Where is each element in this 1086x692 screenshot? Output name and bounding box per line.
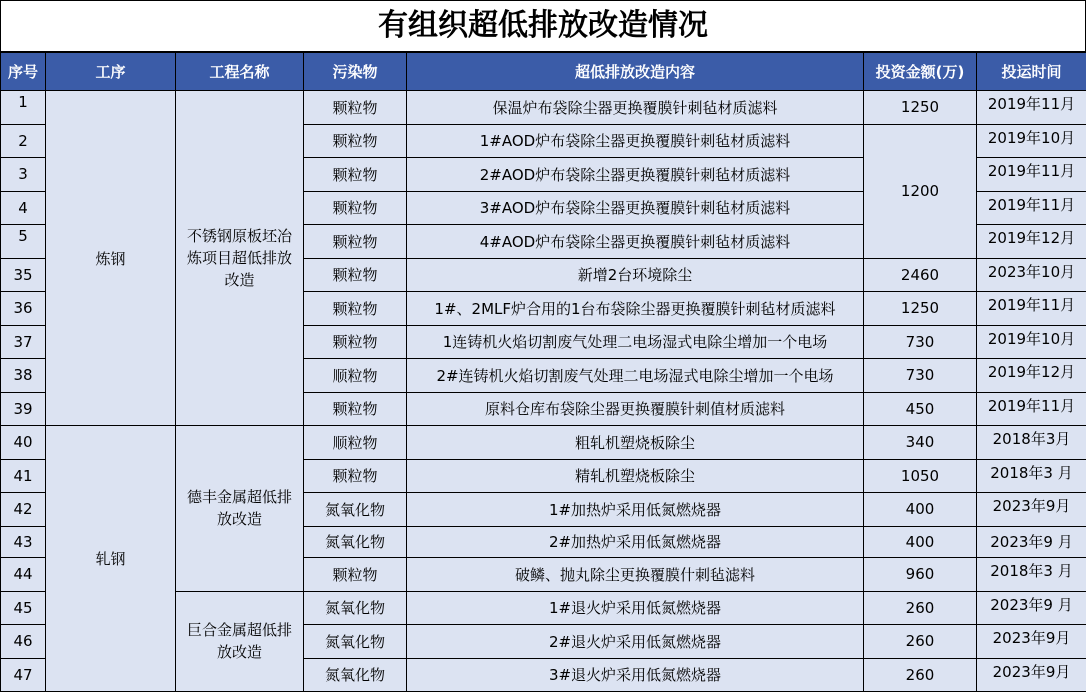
time-cell: 2018年3 月 xyxy=(977,459,1086,493)
pollutant-cell: 顺粒物 xyxy=(304,426,407,460)
time-cell: 2018年3月 xyxy=(977,426,1086,460)
pollutant-cell: 颗粒物 xyxy=(304,325,407,359)
pollutant-cell: 颗粒物 xyxy=(304,292,407,326)
investment-cell: 340 xyxy=(864,426,977,460)
pollutant-cell: 颗粒物 xyxy=(304,124,407,158)
time-cell: 2019年11月 xyxy=(977,91,1086,125)
pollutant-cell: 颗粒物 xyxy=(304,258,407,292)
time-cell: 2023年9月 xyxy=(977,625,1086,659)
content-cell: 3#AOD炉布袋除尘器更换覆膜针刺毡材质滤料 xyxy=(407,191,864,225)
investment-cell: 260 xyxy=(864,591,977,625)
content-cell: 新增2台环境除尘 xyxy=(407,258,864,292)
investment-cell: 260 xyxy=(864,625,977,659)
investment-cell: 1050 xyxy=(864,459,977,493)
content-cell: 1#退火炉采用低氮燃烧器 xyxy=(407,591,864,625)
content-cell: 保温炉布袋除尘器更换覆膜针刺毡材质滤料 xyxy=(407,91,864,125)
header-process: 工序 xyxy=(46,53,176,91)
investment-cell: 400 xyxy=(864,526,977,558)
row-no: 5 xyxy=(1,225,46,259)
investment-cell: 1250 xyxy=(864,91,977,125)
row-no: 44 xyxy=(1,558,46,592)
time-cell: 2019年10月 xyxy=(977,124,1086,158)
page-title: 有组织超低排放改造情况 xyxy=(0,0,1086,52)
investment-cell: 400 xyxy=(864,493,977,527)
pollutant-cell: 颗粒物 xyxy=(304,558,407,592)
time-cell: 2023年9 月 xyxy=(977,591,1086,625)
investment-cell: 1200 xyxy=(864,124,977,258)
investment-cell: 450 xyxy=(864,392,977,426)
time-cell: 2019年10月 xyxy=(977,325,1086,359)
content-cell: 1#、2MLF炉合用的1台布袋除尘器更换覆膜针刺毡材质滤料 xyxy=(407,292,864,326)
investment-cell: 730 xyxy=(864,325,977,359)
time-cell: 2018年3 月 xyxy=(977,558,1086,592)
row-no: 39 xyxy=(1,392,46,426)
project-cell: 不锈钢原板坯冶炼项目超低排放改造 xyxy=(176,91,304,426)
content-cell: 破鳞、抛丸除尘更换覆膜什刺毡滤料 xyxy=(407,558,864,592)
pollutant-cell: 氮氧化物 xyxy=(304,591,407,625)
content-cell: 粗轧机塑烧板除尘 xyxy=(407,426,864,460)
row-no: 43 xyxy=(1,526,46,558)
time-cell: 2019年11月 xyxy=(977,191,1086,225)
row-no: 2 xyxy=(1,124,46,158)
content-cell: 2#退火炉采用低氮燃烧器 xyxy=(407,625,864,659)
content-cell: 3#退火炉采用低氮燃烧器 xyxy=(407,658,864,692)
time-cell: 2023年9月 xyxy=(977,658,1086,692)
investment-cell: 1250 xyxy=(864,292,977,326)
header-no: 序号 xyxy=(1,53,46,91)
content-cell: 2#连铸机火焰切割废气处理二电场湿式电除尘增加一个电场 xyxy=(407,359,864,393)
header-time: 投运时间 xyxy=(977,53,1086,91)
time-cell: 2019年11月 xyxy=(977,392,1086,426)
header-pollutant: 污染物 xyxy=(304,53,407,91)
header-project: 工程名称 xyxy=(176,53,304,91)
investment-cell: 260 xyxy=(864,658,977,692)
table-row xyxy=(1,91,1086,125)
header-investment: 投资金额(万) xyxy=(864,53,977,91)
row-no: 45 xyxy=(1,591,46,625)
pollutant-cell: 氮氧化物 xyxy=(304,493,407,527)
time-cell: 2023年9月 xyxy=(977,493,1086,527)
investment-cell: 2460 xyxy=(864,258,977,292)
table-header-row xyxy=(1,53,1086,91)
content-cell: 2#AOD炉布袋除尘器更换覆膜针刺毡材质滤料 xyxy=(407,158,864,192)
process-cell: 炼钢 xyxy=(46,91,176,426)
pollutant-cell: 氮氧化物 xyxy=(304,658,407,692)
time-cell: 2019年12月 xyxy=(977,359,1086,393)
pollutant-cell: 颗粒物 xyxy=(304,225,407,259)
content-cell: 1#AOD炉布袋除尘器更换覆膜针刺毡材质滤料 xyxy=(407,124,864,158)
time-cell: 2023年9 月 xyxy=(977,526,1086,558)
investment-cell: 730 xyxy=(864,359,977,393)
row-no: 38 xyxy=(1,359,46,393)
retrofit-table xyxy=(0,52,1086,692)
content-cell: 1#加热炉采用低氮燃烧器 xyxy=(407,493,864,527)
pollutant-cell: 颗粒物 xyxy=(304,459,407,493)
row-no: 1 xyxy=(1,91,46,125)
pollutant-cell: 氮氧化物 xyxy=(304,526,407,558)
row-no: 37 xyxy=(1,325,46,359)
content-cell: 原料仓库布袋除尘器更换覆膜针刺值材质滤料 xyxy=(407,392,864,426)
row-no: 42 xyxy=(1,493,46,527)
row-no: 35 xyxy=(1,258,46,292)
table-row xyxy=(1,426,1086,460)
row-no: 46 xyxy=(1,625,46,659)
time-cell: 2019年12月 xyxy=(977,225,1086,259)
content-cell: 2#加热炉采用低氮燃烧器 xyxy=(407,526,864,558)
content-cell: 1连铸机火焰切割废气处理二电场湿式电除尘增加一个电场 xyxy=(407,325,864,359)
investment-cell: 960 xyxy=(864,558,977,592)
time-cell: 2019年11月 xyxy=(977,158,1086,192)
pollutant-cell: 颗粒物 xyxy=(304,191,407,225)
pollutant-cell: 氮氧化物 xyxy=(304,625,407,659)
project-cell: 巨合金属超低排放改造 xyxy=(176,591,304,692)
pollutant-cell: 颗粒物 xyxy=(304,392,407,426)
pollutant-cell: 颗粒物 xyxy=(304,91,407,125)
row-no: 41 xyxy=(1,459,46,493)
row-no: 36 xyxy=(1,292,46,326)
header-content: 超低排放改造内容 xyxy=(407,53,864,91)
row-no: 3 xyxy=(1,158,46,192)
process-cell: 轧钢 xyxy=(46,426,176,692)
row-no: 47 xyxy=(1,658,46,692)
pollutant-cell: 顺粒物 xyxy=(304,359,407,393)
pollutant-cell: 颗粒物 xyxy=(304,158,407,192)
content-cell: 精轧机塑烧板除尘 xyxy=(407,459,864,493)
time-cell: 2023年10月 xyxy=(977,258,1086,292)
time-cell: 2019年11月 xyxy=(977,292,1086,326)
project-cell: 德丰金属超低排放改造 xyxy=(176,426,304,592)
content-cell: 4#AOD炉布袋除尘器更换覆膜针刺毡材质滤料 xyxy=(407,225,864,259)
row-no: 40 xyxy=(1,426,46,460)
row-no: 4 xyxy=(1,191,46,225)
